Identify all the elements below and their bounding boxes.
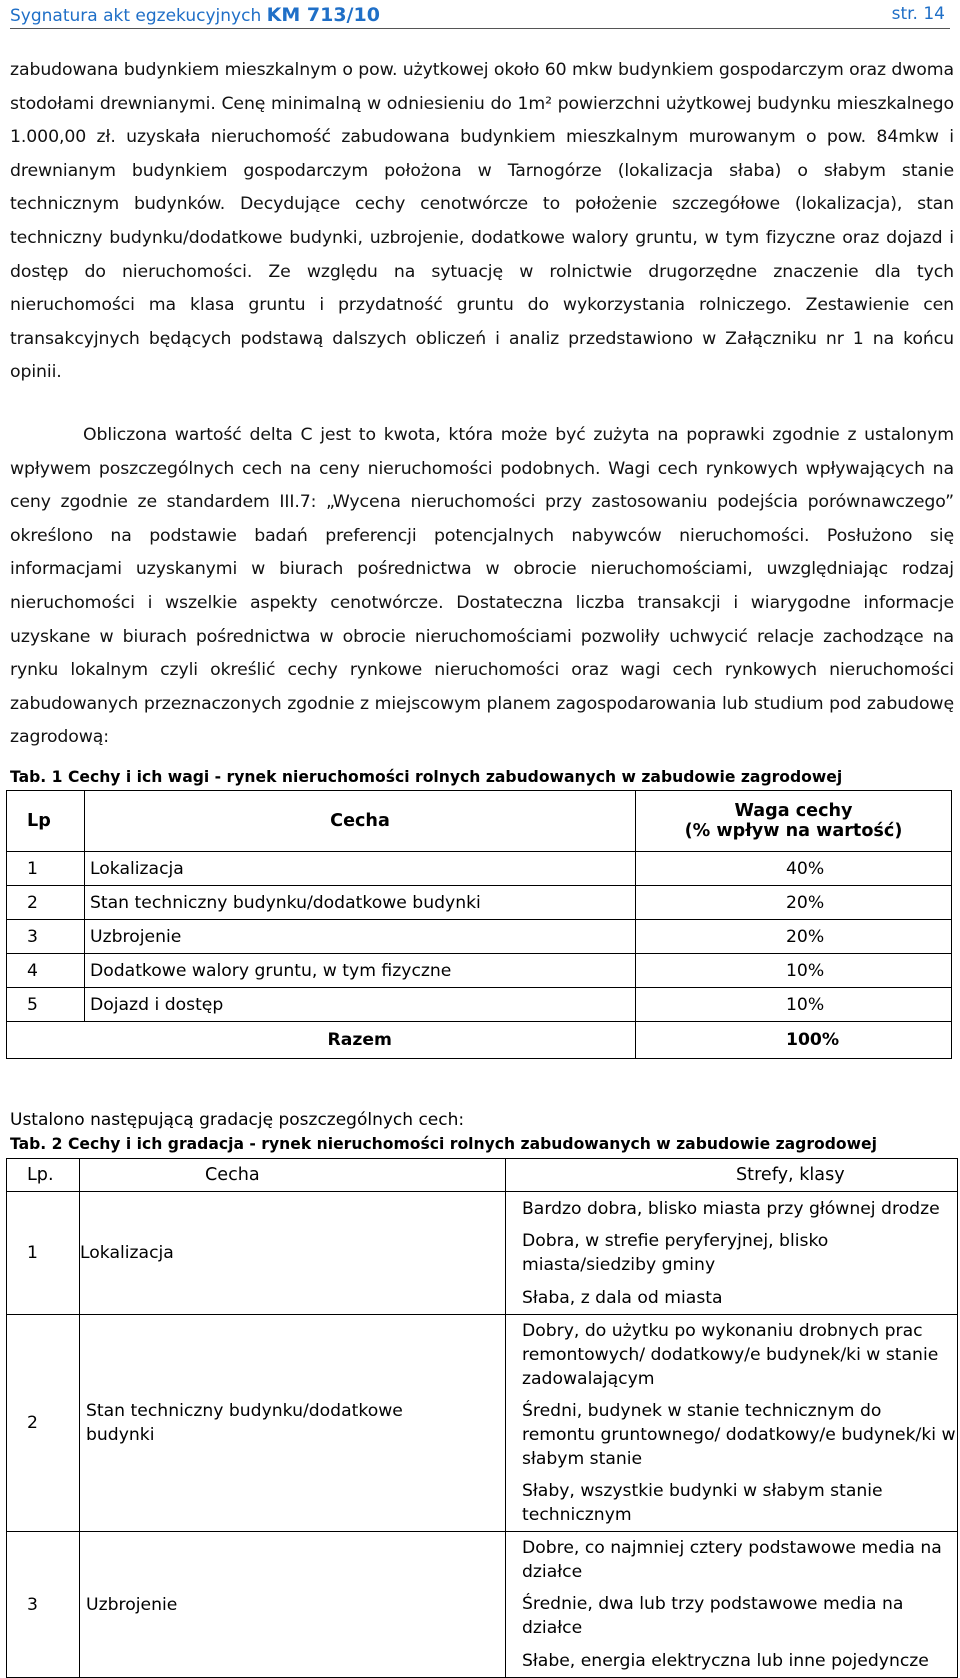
page-number: str. 14 [891,4,945,24]
table-row [7,954,952,988]
table1-caption: Tab. 1 Cechy i ich wagi - rynek nieruchomości rolnych zabudowanych w zabudowie zagrodowej [10,768,843,786]
group-lp: 2 [7,1315,80,1532]
total-value: 100% [636,1022,952,1059]
row-waga: 40% [636,852,952,886]
header-divider [10,28,950,29]
row-cecha: Dojazd i dostęp [85,988,636,1022]
gradation-intro: Ustalono następującą gradację poszczególnych cech: [10,1110,465,1130]
case-signature-label: Sygnatura akt egzekucyjnych [10,6,262,26]
group-cecha: Uzbrojenie [80,1532,506,1678]
weights-table [6,790,952,1059]
total-label: Razem [85,1022,636,1059]
zone-description: Słabe, energia elektryczna lub inne pojedyncze [506,1644,958,1678]
group-lp: 1 [7,1192,80,1315]
zone-description: Słaby, wszystkie budynki w słabym stanie technicznym [506,1475,958,1532]
row-lp: 3 [7,920,85,954]
col-waga-header [636,791,952,852]
table-row [7,1315,958,1396]
table-header-row [7,791,952,852]
row-lp: 2 [7,886,85,920]
col-lp-header: Lp [7,791,85,852]
col-strefy-header: Strefy, klasy [506,1159,958,1192]
page-header [10,4,945,30]
col-cecha-header: Cecha [85,791,636,852]
group-cecha: Lokalizacja [80,1192,506,1315]
row-lp: 4 [7,954,85,988]
zone-description: Dobra, w strefie peryferyjnej, blisko miasta/siedziby gminy [506,1225,958,1281]
table-row [7,988,952,1022]
row-cecha: Stan techniczny budynku/dodatkowe budynki [85,886,636,920]
paragraph-property-description: zabudowana budynkiem mieszkalnym o pow. użytkowej około 60 mkw budynkiem gospodarczym oraz dwoma stodołami drewnianymi. Cenę minimalną w odniesieniu do 1m² powierzchni użytkowej budynku mieszkalnego 1.000,00 zł. uzyskała nieruchomość zabudowana budynkiem mieszkalnym murowanym o pow. 84mkw i drewnianym budynkiem gospodarczym położona w Tarnogórze (lokalizacja słaba) o słabym stanie technicznym budynków. Decydujące cechy cenotwórcze to położenie szczegółowe (lokalizacja), stan techniczny budynku/dodatkowe budynki, uzbrojenie, dodatkowe walory gruntu, w tym fizyczne oraz dojazd i dostęp do nieruchomości. Ze względu na sytuację w rolnictwie drugorzędne znaczenie dla tych nieruchomości ma klasa gruntu i przydatność gruntu do wykorzystania rolniczego. Zestawienie cen transakcyjnych będących podstawą dalszych obliczeń i analiz przedstawiono w Załączniku nr 1 na końcu opinii. [10,60,954,383]
table2-caption: Tab. 2 Cechy i ich gradacja - rynek nieruchomości rolnych zabudowanych w zabudowie zagrodowej [10,1135,877,1153]
row-waga: 10% [636,954,952,988]
zone-description: Średnie, dwa lub trzy podstawowe media na działce [506,1588,958,1644]
zone-description: Słaba, z dala od miasta [506,1281,958,1315]
zone-description: Dobry, do użytku po wykonaniu drobnych prac remontowych/ dodatkowy/e budynek/ki w stanie zadowalającym [506,1315,958,1396]
row-lp: 5 [7,988,85,1022]
group-cecha: Stan techniczny budynku/dodatkowe budynki [80,1315,506,1532]
case-number: KM 713/10 [266,4,380,26]
table-row [7,852,952,886]
paragraph-delta-c: Obliczona wartość delta C jest to kwota, która może być zużyta na poprawki zgodnie z ustalonym wpływem poszczególnych cech na ceny nieruchomości podobnych. Wagi cech rynkowych wpływających na ceny zgodnie ze standardem III.7: „Wycena nieruchomości przy zastosowaniu podejścia porównawczego” określono na podstawie badań preferencji potencjalnych nabywców nieruchomości. Posłużono się informacjami uzyskanymi w biurach pośrednictwa w obrocie nieruchomościami, uwzględniając rodzaj nieruchomości i wszelkie aspekty cenotwórcze. Dostateczna liczba transakcji i wiarygodne informacje uzyskane w biurach pośrednictwa w obrocie nieruchomościami pozwoliły uchwycić relacje zachodzące na rynku lokalnym czyli określić cechy rynkowe nieruchomości oraz wagi cech rynkowych nieruchomości zabudowanych przeznaczonych zgodnie z miejscowym planem zagospodarowania lub studium pod zabudowę zagrodową: [10,425,954,748]
total-row [7,1022,952,1059]
row-cecha: Lokalizacja [85,852,636,886]
row-waga: 10% [636,988,952,1022]
table-row [7,1192,958,1226]
table-header-row [7,1159,958,1192]
total-empty-cell [7,1022,85,1059]
gradation-table [6,1158,958,1678]
table-row [7,1532,958,1589]
waga-header-line2: (% wpływ na wartość) [684,821,903,841]
table-row [7,920,952,954]
table-row [7,886,952,920]
row-waga: 20% [636,920,952,954]
row-lp: 1 [7,852,85,886]
waga-header-line1: Waga cechy [734,801,853,821]
col-cecha-header: Cecha [80,1159,506,1192]
zone-description: Dobre, co najmniej cztery podstawowe media na działce [506,1532,958,1589]
group-lp: 3 [7,1532,80,1678]
col-lp-header: Lp. [7,1159,80,1192]
row-cecha: Dodatkowe walory gruntu, w tym fizyczne [85,954,636,988]
row-waga: 20% [636,886,952,920]
row-cecha: Uzbrojenie [85,920,636,954]
zone-description: Średni, budynek w stanie technicznym do remontu gruntownego/ dodatkowy/e budynek/ki w słabym stanie [506,1395,958,1475]
zone-description: Bardzo dobra, blisko miasta przy głównej drodze [506,1192,958,1226]
